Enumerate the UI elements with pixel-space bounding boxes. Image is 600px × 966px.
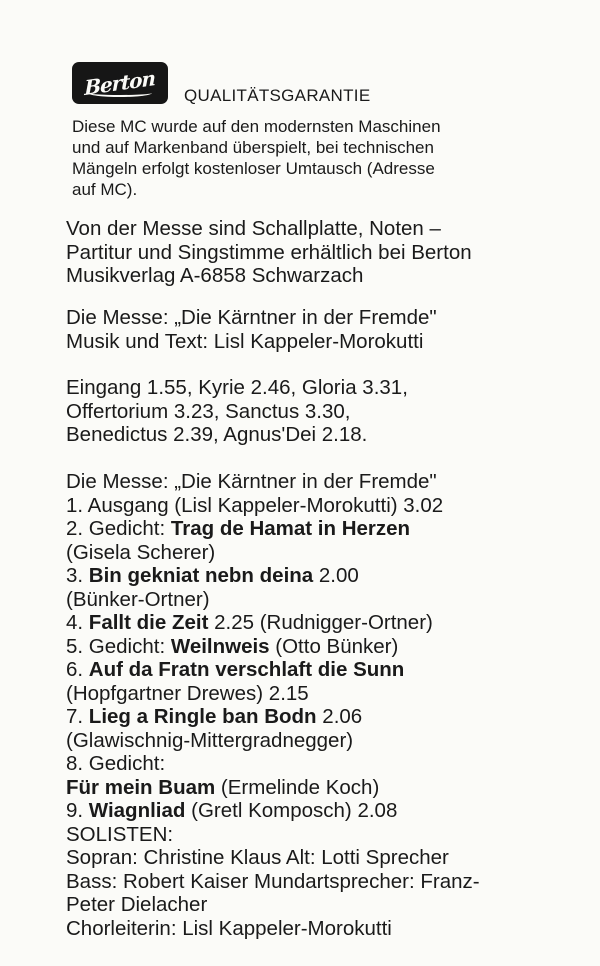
soloist-line: Sopran: Christine Klaus Alt: Lotti Sprecher bbox=[66, 846, 449, 869]
soloists-heading: SOLISTEN: bbox=[66, 822, 174, 846]
track-suffix: (Ermelinde Koch) bbox=[215, 775, 380, 799]
track-line bbox=[66, 635, 596, 659]
guarantee-line: Mängeln erfolgt kostenloser Umtausch (Adresse bbox=[72, 159, 435, 178]
guarantee-title: QUALITÄTSGARANTIE bbox=[184, 86, 371, 105]
track-title: Auf da Fratn verschlaft die Sunn bbox=[88, 658, 405, 681]
logo-swoosh bbox=[88, 89, 152, 97]
track-prefix: 3. bbox=[66, 564, 89, 587]
track-suffix: (Otto Bünker) bbox=[269, 634, 399, 658]
logo-text: Berton bbox=[84, 65, 156, 101]
tracklist bbox=[66, 470, 596, 940]
berton-logo bbox=[72, 62, 168, 104]
track-line: (Glawischnig-Mittergradnegger) bbox=[66, 728, 354, 752]
track-title: Fallt die Zeit bbox=[88, 611, 209, 634]
guarantee-text bbox=[72, 116, 582, 200]
track-prefix: 7. bbox=[66, 705, 89, 728]
track-line bbox=[66, 658, 596, 682]
track-line bbox=[66, 564, 596, 588]
track-prefix: 5. Gedicht: bbox=[66, 634, 171, 658]
availability-line: Von der Messe sind Schallplatte, Noten – bbox=[66, 217, 441, 240]
tracklist-heading: Die Messe: „Die Kärntner in der Fremde" bbox=[66, 470, 437, 493]
mass-info-line: Musik und Text: Lisl Kappeler-Morokutti bbox=[66, 329, 424, 353]
track-suffix: 2.06 bbox=[316, 705, 363, 728]
mass-parts-line: Benedictus 2.39, Agnus'Dei 2.18. bbox=[66, 423, 368, 447]
brand-header bbox=[72, 62, 572, 108]
track-line: (Gisela Scherer) bbox=[66, 540, 216, 564]
availability-paragraph bbox=[66, 217, 596, 288]
track-line bbox=[66, 611, 596, 635]
track-suffix: 2.25 (Rudnigger-Ortner) bbox=[208, 611, 433, 634]
track-title: Wiagnliad bbox=[88, 799, 186, 822]
track-line bbox=[66, 799, 596, 823]
track-line: (Hopfgartner Drewes) 2.15 bbox=[66, 681, 309, 705]
track-line: 1. Ausgang (Lisl Kappeler-Morokutti) 3.02 bbox=[66, 493, 444, 517]
mass-parts-line: Eingang 1.55, Kyrie 2.46, Gloria 3.31, bbox=[66, 376, 408, 399]
track-prefix: 4. bbox=[66, 611, 89, 634]
mass-parts-paragraph bbox=[66, 376, 596, 447]
mass-info-paragraph bbox=[66, 306, 596, 353]
guarantee-line: auf MC). bbox=[72, 180, 138, 199]
track-line bbox=[66, 776, 596, 800]
guarantee-line: und auf Markenband überspielt, bei technischen bbox=[72, 138, 434, 157]
soloist-line: Chorleiterin: Lisl Kappeler-Morokutti bbox=[66, 916, 392, 940]
guarantee-line: Diese MC wurde auf den modernsten Maschinen bbox=[72, 117, 441, 136]
track-title: Bin gekniat nebn deina bbox=[88, 564, 314, 587]
track-suffix: (Gretl Komposch) 2.08 bbox=[185, 799, 398, 822]
track-title: Weilnweis bbox=[170, 634, 270, 658]
track-title: Trag de Hamat in Herzen bbox=[170, 517, 411, 540]
track-prefix: 6. bbox=[66, 658, 89, 681]
track-suffix: 2.00 bbox=[313, 564, 359, 587]
track-title: Lieg a Ringle ban Bodn bbox=[88, 705, 317, 728]
soloist-line: Peter Dielacher bbox=[66, 893, 208, 916]
soloist-line: Bass: Robert Kaiser Mundartsprecher: Franz- bbox=[66, 869, 480, 893]
track-line: 8. Gedicht: bbox=[66, 752, 166, 775]
mass-parts-line: Offertorium 3.23, Sanctus 3.30, bbox=[66, 399, 351, 423]
availability-line: Musikverlag A-6858 Schwarzach bbox=[66, 264, 364, 288]
track-line bbox=[66, 705, 596, 729]
track-prefix: 9. bbox=[66, 799, 89, 822]
mass-info-line: Die Messe: „Die Kärntner in der Fremde" bbox=[66, 306, 437, 329]
availability-line: Partitur und Singstimme erhältlich bei Berton bbox=[66, 240, 472, 264]
track-line: (Bünker-Ortner) bbox=[66, 587, 210, 611]
track-line bbox=[66, 517, 596, 541]
track-title: Für mein Buam bbox=[66, 775, 216, 799]
track-prefix: 2. Gedicht: bbox=[66, 517, 171, 540]
